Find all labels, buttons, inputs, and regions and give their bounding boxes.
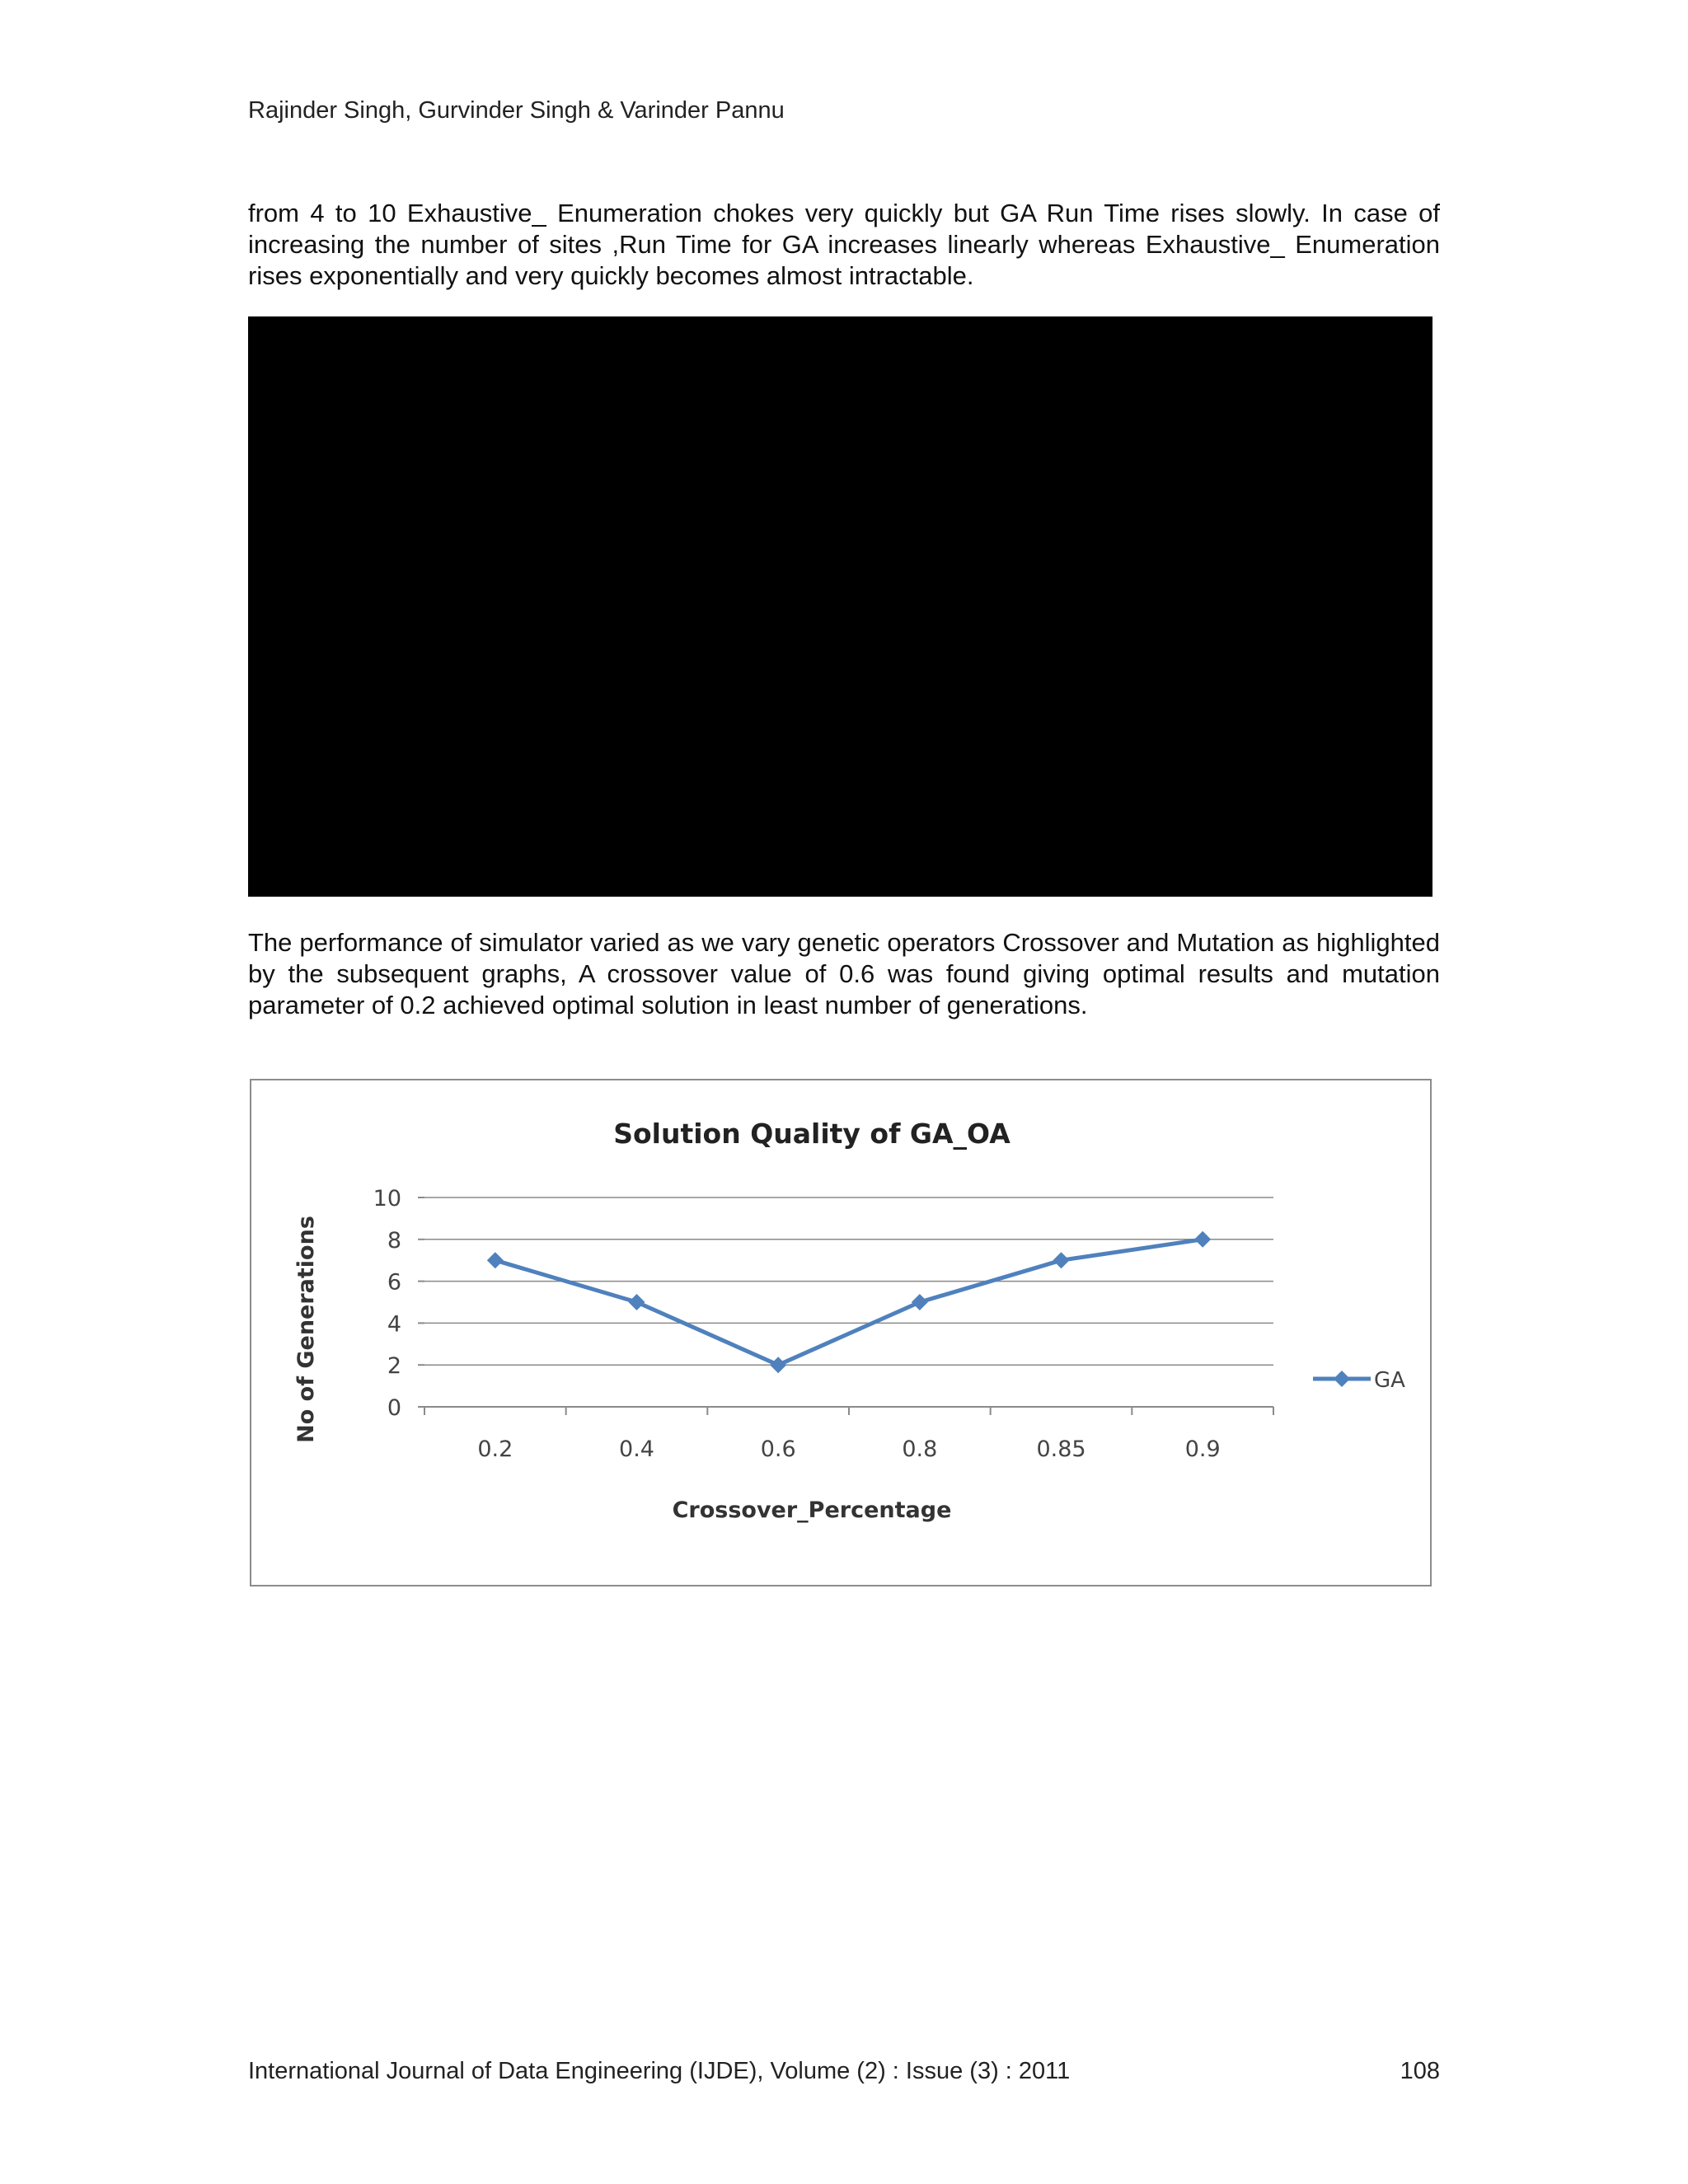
x-tick-label: 0.4 bbox=[619, 1436, 654, 1462]
chart-frame bbox=[250, 1079, 1432, 1586]
x-axis-label: Crossover_Percentage bbox=[672, 1497, 952, 1523]
data-point-marker bbox=[1053, 1252, 1070, 1268]
y-tick-label: 0 bbox=[387, 1395, 401, 1421]
x-tick-label: 0.85 bbox=[1036, 1436, 1086, 1462]
series-line-ga bbox=[495, 1240, 1203, 1365]
y-tick-label: 10 bbox=[373, 1186, 401, 1212]
x-tick-labels bbox=[477, 1436, 1220, 1462]
data-point-marker bbox=[912, 1294, 928, 1310]
body-paragraph-1: from 4 to 10 Exhaustive_ Enumeration chokes very quickly but GA Run Time rises slowly. In case of increasing the number of sites ,Run Time for GA increases linearly whereas Exhaustive_ Enumeration rises exponentially and very quickly becomes almost intractable. bbox=[248, 199, 1440, 290]
axes bbox=[418, 1197, 1273, 1415]
y-tick-label: 6 bbox=[387, 1269, 401, 1296]
y-tick-labels bbox=[373, 1186, 401, 1421]
legend bbox=[1313, 1368, 1405, 1393]
data-point-marker bbox=[629, 1294, 645, 1310]
y-tick-label: 8 bbox=[387, 1227, 401, 1254]
data-point-marker bbox=[770, 1357, 786, 1373]
y-tick-label: 2 bbox=[387, 1353, 401, 1380]
body-paragraph-2: The performance of simulator varied as we vary genetic operators Crossover and Mutation as highlighted by the subsequent graphs, A crossover value of 0.6 was found giving optimal results and mutation parameter of 0.2 achieved optimal solution in least number of generations. bbox=[248, 928, 1440, 1019]
data-point-marker bbox=[487, 1252, 504, 1268]
legend-marker-diamond bbox=[1334, 1371, 1350, 1387]
x-tick-label: 0.9 bbox=[1184, 1436, 1221, 1462]
line-chart bbox=[251, 1080, 1430, 1585]
x-tick-label: 0.6 bbox=[760, 1436, 796, 1462]
page-number: 108 bbox=[1400, 2058, 1440, 2084]
footer-journal-citation: International Journal of Data Engineering (IJDE), Volume (2) : Issue (3) : 2011 bbox=[248, 2058, 1071, 2084]
chart-title: Solution Quality of GA_OA bbox=[613, 1118, 1010, 1150]
figure-image-blacked-out bbox=[248, 316, 1432, 897]
legend-label-ga: GA bbox=[1374, 1368, 1405, 1393]
running-head-authors: Rajinder Singh, Gurvinder Singh & Varinder Pannu bbox=[248, 97, 785, 124]
x-tick-label: 0.2 bbox=[477, 1436, 513, 1462]
series-ga bbox=[487, 1231, 1211, 1373]
data-point-marker bbox=[1194, 1231, 1211, 1248]
y-axis-label: No of Generations bbox=[293, 1216, 319, 1443]
y-tick-label: 4 bbox=[387, 1311, 401, 1338]
x-tick-label: 0.8 bbox=[902, 1436, 938, 1462]
gridlines bbox=[424, 1197, 1273, 1365]
